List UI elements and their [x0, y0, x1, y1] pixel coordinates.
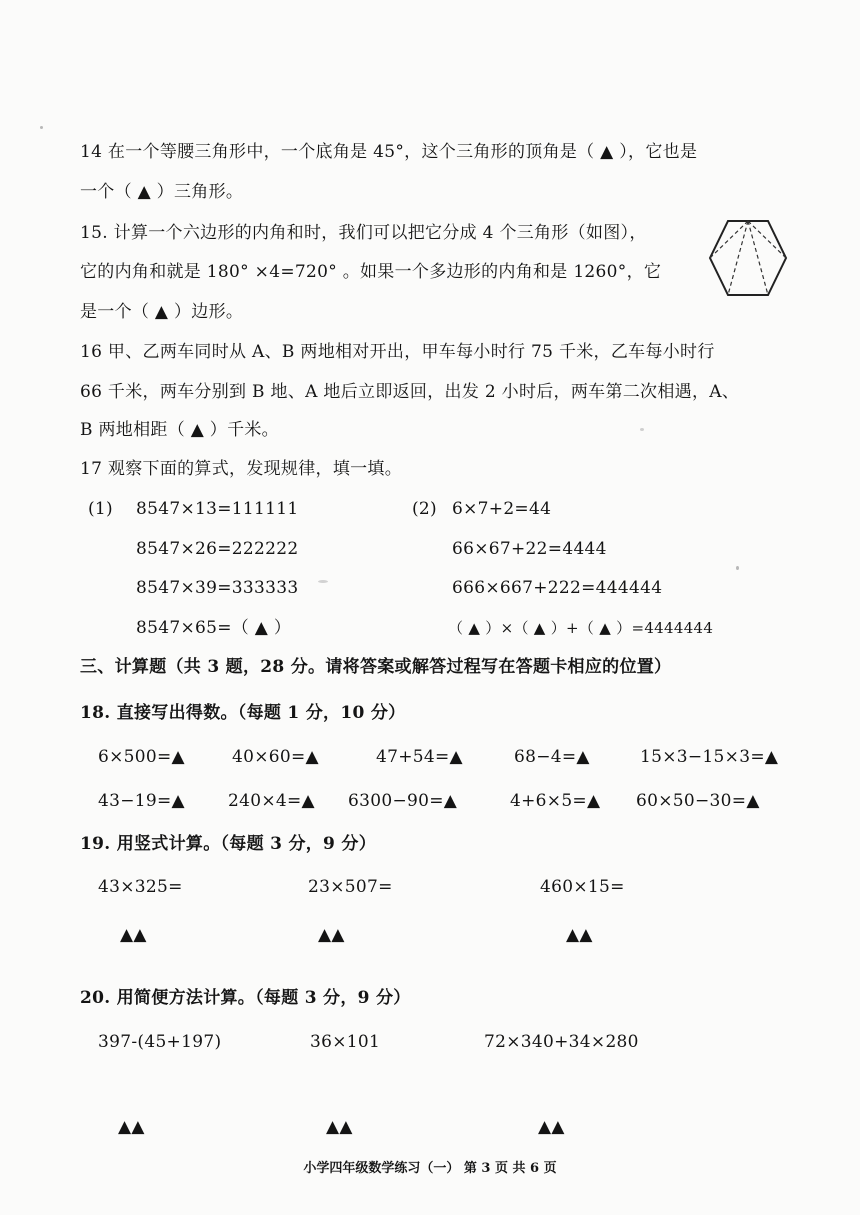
q17-part1-eq1: 8547×13=111111	[136, 499, 299, 519]
q19-answer: ▲▲	[318, 925, 345, 945]
q17-part1-label: (1)	[88, 499, 113, 519]
q18-item: 68−4=▲	[514, 747, 590, 767]
q20-title: 20. 用简便方法计算。（每题 3 分，9 分）	[80, 988, 411, 1008]
q17-part2-eq3: 666×667+222=444444	[452, 578, 663, 598]
q18-item: 4+6×5=▲	[510, 791, 601, 811]
q17-part2-label: (2)	[412, 499, 437, 519]
q15-line3: 是一个（ ▲ ）边形。	[80, 302, 244, 322]
q18-item: 40×60=▲	[232, 747, 319, 767]
scan-speck	[40, 126, 43, 129]
q18-title: 18. 直接写出得数。（每题 1 分，10 分）	[80, 703, 406, 723]
q18-item: 15×3−15×3=▲	[640, 747, 779, 767]
q20-item: 397-(45+197)	[98, 1032, 222, 1052]
scan-speck	[736, 566, 739, 570]
q15-line1: 15. 计算一个六边形的内角和时，我们可以把它分成 4 个三角形（如图），	[80, 223, 647, 243]
q18-item: 43−19=▲	[98, 791, 185, 811]
q16-line2: 66 千米，两车分别到 B 地、A 地后立即返回，出发 2 小时后，两车第二次相遇，A、	[80, 382, 740, 402]
q17-part2-eq4: （ ▲ ）×（ ▲ ）+（ ▲ ）=4444444	[448, 619, 714, 637]
q19-answer: ▲▲	[566, 925, 593, 945]
q20-answer: ▲▲	[538, 1117, 565, 1137]
q17-title: 17 观察下面的算式，发现规律，填一填。	[80, 459, 403, 479]
q18-item: 47+54=▲	[376, 747, 463, 767]
q14-line1: 14 在一个等腰三角形中，一个底角是 45°，这个三角形的顶角是（ ▲ ），它也是	[80, 142, 698, 162]
q17-part1-eq3: 8547×39=333333	[136, 578, 299, 598]
q15-line2: 它的内角和就是 180° ×4=720° 。如果一个多边形的内角和是 1260°，它	[80, 262, 662, 282]
q19-item: 43×325=	[98, 877, 183, 897]
q20-item: 72×340+34×280	[484, 1032, 639, 1052]
q18-item: 6×500=▲	[98, 747, 185, 767]
q17-part1-eq2: 8547×26=222222	[136, 539, 299, 559]
q17-part2-eq1: 6×7+2=44	[452, 499, 552, 519]
q19-item: 23×507=	[308, 877, 393, 897]
scan-speck	[318, 580, 328, 583]
q20-answer: ▲▲	[118, 1117, 145, 1137]
page-footer: 小学四年级数学练习（一） 第 3 页 共 6 页	[303, 1161, 557, 1176]
q18-item: 60×50−30=▲	[636, 791, 760, 811]
scan-speck	[640, 428, 644, 431]
q20-item: 36×101	[310, 1032, 381, 1052]
q17-part2-eq2: 66×67+22=4444	[452, 539, 607, 559]
q19-title: 19. 用竖式计算。（每题 3 分，9 分）	[80, 834, 377, 854]
q18-item: 240×4=▲	[228, 791, 315, 811]
q16-line1: 16 甲、乙两车同时从 A、B 两地相对开出，甲车每小时行 75 千米，乙车每小时行	[80, 342, 715, 362]
q17-part1-eq4: 8547×65=（ ▲ ）	[136, 618, 292, 638]
q16-line3: B 两地相距（ ▲ ）千米。	[80, 420, 279, 440]
q20-answer: ▲▲	[326, 1117, 353, 1137]
section3-title: 三、计算题（共 3 题，28 分。请将答案或解答过程写在答题卡相应的位置）	[80, 657, 672, 677]
q18-item: 6300−90=▲	[348, 791, 458, 811]
q19-item: 460×15=	[540, 877, 625, 897]
q19-answer: ▲▲	[120, 925, 147, 945]
hexagon-figure	[708, 218, 788, 298]
q14-line2: 一个（ ▲ ）三角形。	[80, 182, 244, 202]
